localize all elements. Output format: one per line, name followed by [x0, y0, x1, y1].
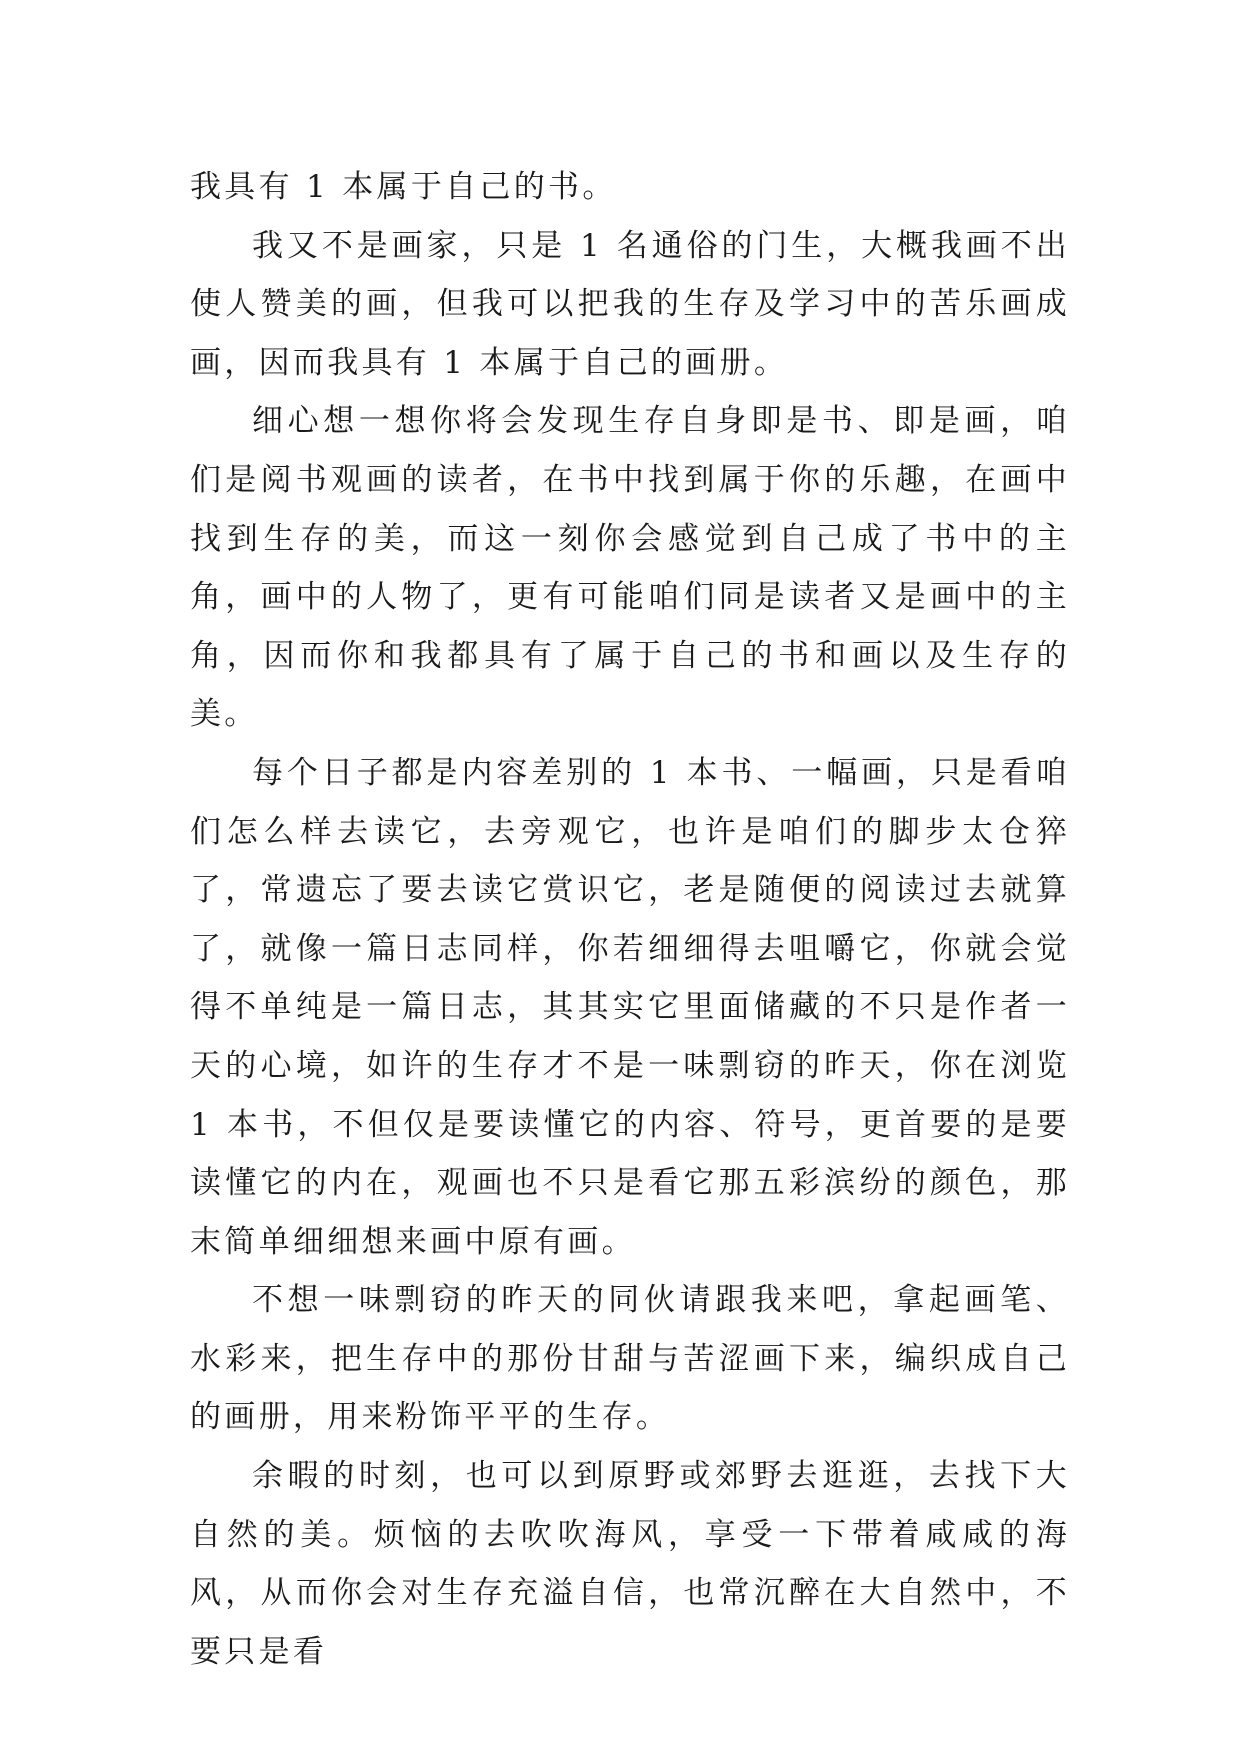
paragraph-2: 我又不是画家，只是 1 名通俗的门生，大概我画不出使人赞美的画，但我可以把我的生存及学习中的苦乐画成画，因而我具有 1 本属于自己的画册。 — [190, 227, 1070, 381]
paragraph-6: 余暇的时刻，也可以到原野或郊野去逛逛，去找下大自然的美。烦恼的去吹吹海风，享受一下带着咸咸的海风，从而你会对生存充溢自信，也常沉醉在大自然中，不要只是看 — [190, 1458, 1070, 1670]
paragraph-1: 我具有 1 本属于自己的书。 — [190, 169, 617, 205]
paragraph-4: 每个日子都是内容差别的 1 本书、一幅画，只是看咱们怎么样去读它，去旁观它，也许是咱们的脚步太仓猝了，常遗忘了要去读它赏识它，老是随便的阅读过去就算了，就像一篇日志同样，你若细细得去咀嚼它，你就会觉得不单纯是一篇日志，其其实它里面储藏的不只是作者一天的心境，如许的生存才不是一味剽窃的昨天，你在浏览 1 本书，不但仅是要读懂它的内容、符号，更首要的是要读懂它的内在，观画也不只是看它那五彩滨纷的颜色，那末简单细细想来画中原有画。 — [190, 754, 1070, 1260]
body-text — [190, 158, 1070, 1681]
paragraph-5: 不想一味剽窃的昨天的同伙请跟我来吧，拿起画笔、水彩来，把生存中的那份甘甜与苦涩画下来，编织成自己的画册，用来粉饰平平的生存。 — [190, 1282, 1070, 1436]
paragraph-3: 细心想一想你将会发现生存自身即是书、即是画，咱们是阅书观画的读者，在书中找到属于你的乐趣，在画中找到生存的美，而这一刻你会感觉到自己成了书中的主角，画中的人物了，更有可能咱们同是读者又是画中的主角，因而你和我都具有了属于自己的书和画以及生存的美。 — [190, 403, 1070, 733]
